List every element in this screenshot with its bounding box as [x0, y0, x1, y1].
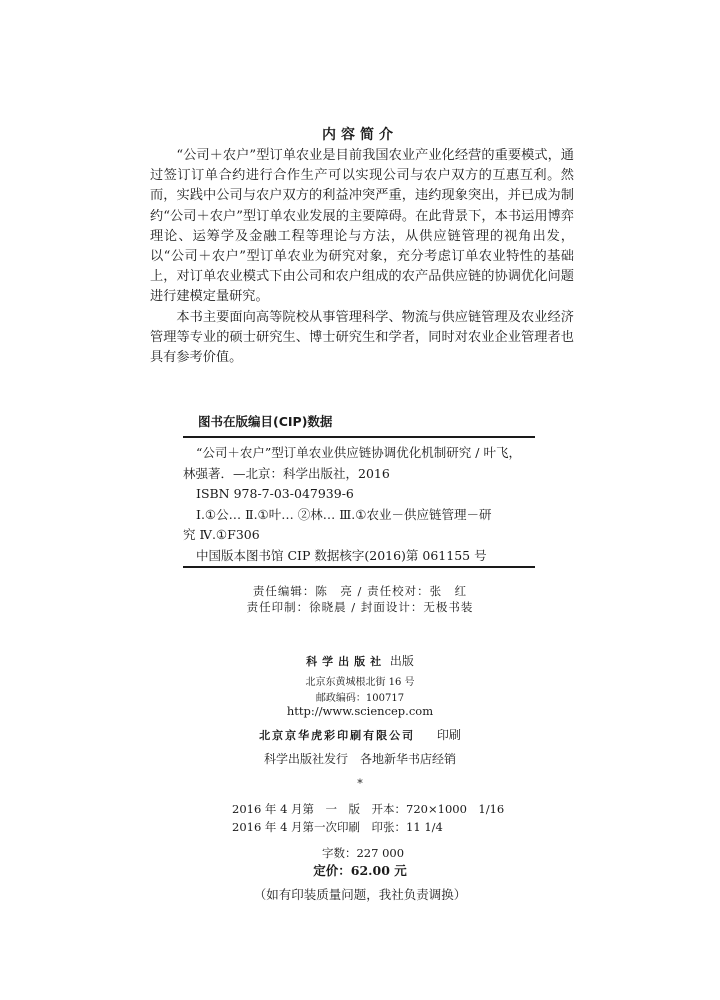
printer-name: 北京京华虎彩印刷有限公司	[259, 729, 416, 742]
cip-top-rule	[183, 436, 535, 438]
credits	[0, 583, 720, 615]
printer-action: 印刷	[436, 728, 461, 742]
credits-editor-line: 责任编辑：陈 亮 / 责任校对：张 红	[252, 584, 468, 598]
cip-author-line: 林强著．—北京：科学出版社，2016	[183, 465, 390, 481]
distribution: 科学出版社发行 各地新华书店经销	[263, 752, 456, 766]
publisher-line	[0, 652, 720, 669]
spec-edition: 2016 年 4 月第 一 版 开本：720×1000 1/16	[232, 802, 505, 816]
cip-bottom-rule	[183, 566, 535, 568]
separator-asterisk: *	[357, 777, 363, 790]
cip-isbn: ISBN 978-7-03-047939-6	[196, 486, 354, 501]
cip-classification-cont: 究 Ⅳ.①F306	[183, 527, 260, 542]
cip-record-number: 中国版本图书馆 CIP 数据核字(2016)第 061155 号	[196, 547, 487, 563]
cip-body	[183, 443, 535, 566]
summary-paragraph-2: 本书主要面向高等院校从事管理科学、物流与供应链管理及农业经济管理等专业的硕士研究生、博士研究生和学者，同时对农业企业管理者也具有参考价值。	[150, 309, 574, 366]
quality-notice: （如有印装质量问题，我社负责调换）	[253, 887, 467, 902]
cip-classification-line: Ⅰ.①公… Ⅱ.①叶… ②林… Ⅲ.①农业－供应链管理－研	[196, 506, 492, 522]
cip-title-line: “公司＋农户”型订单农业供应链协调优化机制研究 / 叶飞，	[196, 445, 521, 460]
cip-heading: 图书在版编目(CIP)数据	[198, 414, 333, 429]
summary-title: 内容简介	[322, 127, 398, 143]
publisher-url: http://www.sciencep.com	[286, 704, 434, 718]
spec-printing: 2016 年 4 月第一次印刷 印张：11 1/4	[232, 820, 443, 834]
spec-word-count: 字数：227 000	[321, 846, 405, 860]
credits-production-line: 责任印制：徐晓晨 / 封面设计：无极书装	[246, 600, 474, 614]
printer-line	[0, 726, 720, 743]
specs	[232, 800, 504, 836]
price: 定价：62.00 元	[313, 863, 407, 878]
summary-paragraph-1: “公司＋农户”型订单农业是目前我国农业产业化经营的重要模式，通过签订订单合约进行合作生产可以实现公司与农户双方的互惠互利。然而，实践中公司与农户双方的利益冲突严重，违约现象突出，并已成为制约“公司＋农户”型订单农业发展的主要障碍。在此背景下，本书运用博弈理论、运筹学及金融工程等理论与方法，从供应链管理的视角出发，以“公司＋农户”型订单农业为研究对象，充分考虑订单农业特性的基础上，对订单农业模式下由公司和农户组成的农产品供应链的协调优化问题进行建模定量研究。	[150, 148, 574, 305]
summary-body	[150, 146, 574, 368]
publisher-action: 出版	[389, 654, 414, 668]
publisher-address: 北京东黄城根北街 16 号	[305, 677, 415, 688]
publisher-name: 科学出版社	[306, 655, 387, 668]
publisher-postcode: 邮政编码：100717	[315, 693, 405, 704]
